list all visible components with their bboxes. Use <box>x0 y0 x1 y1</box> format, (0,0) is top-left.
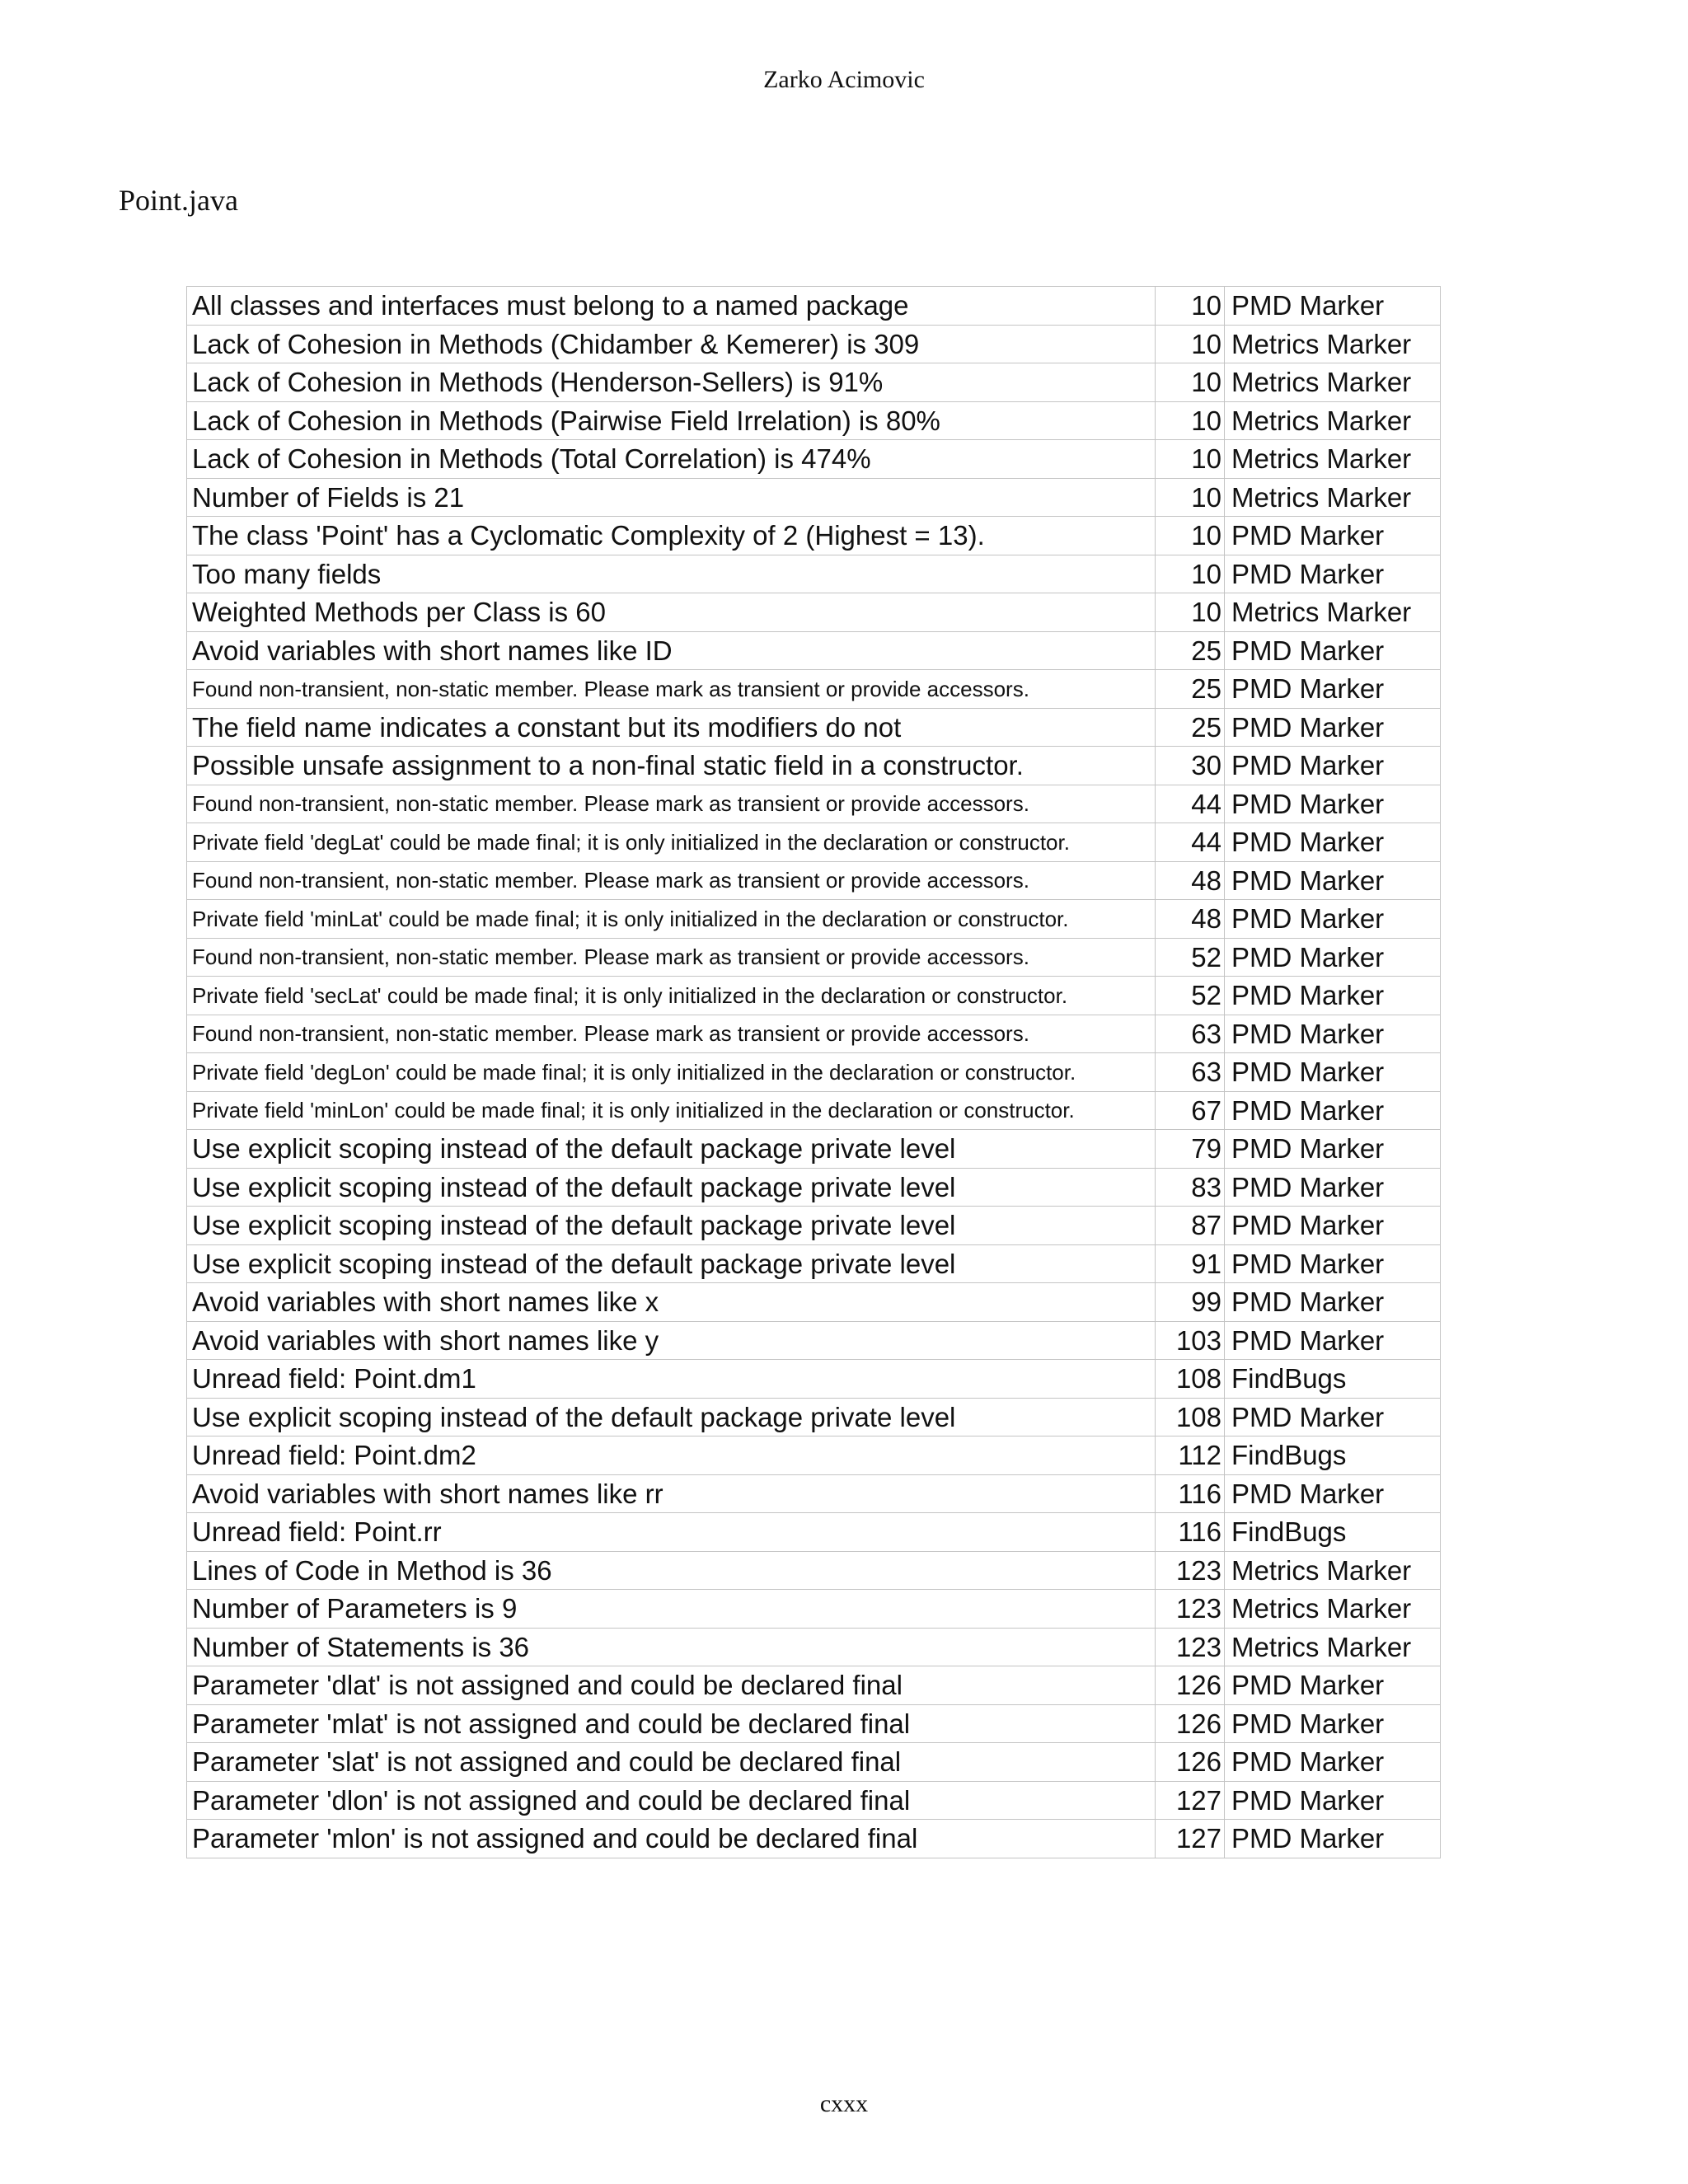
issue-source: PMD Marker <box>1225 1168 1441 1207</box>
issue-source: PMD Marker <box>1225 1244 1441 1283</box>
issue-source: PMD Marker <box>1225 1820 1441 1858</box>
issue-message: Found non-transient, non-static member. Please mark as transient or provide accessors. <box>187 670 1156 709</box>
issue-source: Metrics Marker <box>1225 401 1441 440</box>
issue-message: Lack of Cohesion in Methods (Chidamber & Kemerer) is 309 <box>187 325 1156 363</box>
issue-source: Metrics Marker <box>1225 363 1441 402</box>
table-row <box>187 287 1441 326</box>
table-row <box>187 1551 1441 1590</box>
issue-source: PMD Marker <box>1225 900 1441 939</box>
issue-line-number: 48 <box>1156 861 1225 900</box>
issue-line-number: 10 <box>1156 440 1225 479</box>
issue-source: PMD Marker <box>1225 517 1441 555</box>
issue-source: PMD Marker <box>1225 708 1441 747</box>
issue-line-number: 91 <box>1156 1244 1225 1283</box>
issue-source: PMD Marker <box>1225 1398 1441 1436</box>
issue-message: Lack of Cohesion in Methods (Henderson-Sellers) is 91% <box>187 363 1156 402</box>
issue-line-number: 25 <box>1156 631 1225 670</box>
issue-line-number: 126 <box>1156 1666 1225 1705</box>
table-row <box>187 1321 1441 1360</box>
issue-line-number: 108 <box>1156 1360 1225 1399</box>
table-row <box>187 1781 1441 1820</box>
issue-source: PMD Marker <box>1225 1743 1441 1782</box>
issue-line-number: 10 <box>1156 287 1225 326</box>
page-number: cxxx <box>819 2090 869 2117</box>
issue-line-number: 10 <box>1156 478 1225 517</box>
table-row <box>187 401 1441 440</box>
issue-message: Found non-transient, non-static member. Please mark as transient or provide accessors. <box>187 938 1156 977</box>
issue-source: PMD Marker <box>1225 977 1441 1015</box>
issue-line-number: 44 <box>1156 785 1225 823</box>
issue-line-number: 103 <box>1156 1321 1225 1360</box>
table-row <box>187 1053 1441 1092</box>
table-row <box>187 631 1441 670</box>
issue-message: Private field 'minLon' could be made final; it is only initialized in the declaration or constructor. <box>187 1091 1156 1130</box>
issue-message: Unread field: Point.dm2 <box>187 1436 1156 1475</box>
page-header-author: Zarko Acimovic <box>763 66 925 93</box>
table-row <box>187 1628 1441 1666</box>
table-row <box>187 1590 1441 1629</box>
issue-message: Found non-transient, non-static member. Please mark as transient or provide accessors. <box>187 785 1156 823</box>
table-row <box>187 1015 1441 1053</box>
issue-message: Possible unsafe assignment to a non-final static field in a constructor. <box>187 747 1156 785</box>
issue-source: PMD Marker <box>1225 1474 1441 1513</box>
issue-line-number: 127 <box>1156 1781 1225 1820</box>
issue-source: PMD Marker <box>1225 861 1441 900</box>
issue-message: Lack of Cohesion in Methods (Pairwise Field Irrelation) is 80% <box>187 401 1156 440</box>
table-row <box>187 440 1441 479</box>
issue-source: PMD Marker <box>1225 1666 1441 1705</box>
table-row <box>187 670 1441 709</box>
issue-source: PMD Marker <box>1225 1283 1441 1322</box>
issue-source: FindBugs <box>1225 1436 1441 1475</box>
table-row <box>187 1743 1441 1782</box>
issue-line-number: 127 <box>1156 1820 1225 1858</box>
table-row <box>187 1360 1441 1399</box>
issue-line-number: 108 <box>1156 1398 1225 1436</box>
table-row <box>187 823 1441 862</box>
issue-line-number: 99 <box>1156 1283 1225 1322</box>
table-row <box>187 1130 1441 1169</box>
issue-source: PMD Marker <box>1225 1015 1441 1053</box>
issue-source: PMD Marker <box>1225 1704 1441 1743</box>
issue-source: PMD Marker <box>1225 1781 1441 1820</box>
issue-message: Parameter 'slat' is not assigned and could be declared final <box>187 1743 1156 1782</box>
issues-table <box>186 286 1441 1858</box>
issue-message: Private field 'secLat' could be made final; it is only initialized in the declaration or constructor. <box>187 977 1156 1015</box>
issue-message: The class 'Point' has a Cyclomatic Complexity of 2 (Highest = 13). <box>187 517 1156 555</box>
issue-source: Metrics Marker <box>1225 1590 1441 1629</box>
issue-message: The field name indicates a constant but its modifiers do not <box>187 708 1156 747</box>
issues-table-body <box>187 287 1441 1858</box>
issue-line-number: 10 <box>1156 593 1225 632</box>
issue-line-number: 63 <box>1156 1053 1225 1092</box>
issue-line-number: 30 <box>1156 747 1225 785</box>
issue-message: Number of Statements is 36 <box>187 1628 1156 1666</box>
issue-line-number: 116 <box>1156 1513 1225 1552</box>
issue-source: PMD Marker <box>1225 631 1441 670</box>
table-row <box>187 555 1441 593</box>
issue-message: Use explicit scoping instead of the default package private level <box>187 1168 1156 1207</box>
table-row <box>187 1207 1441 1245</box>
issue-source: Metrics Marker <box>1225 1628 1441 1666</box>
issue-line-number: 10 <box>1156 517 1225 555</box>
issue-line-number: 48 <box>1156 900 1225 939</box>
table-row <box>187 708 1441 747</box>
issue-message: All classes and interfaces must belong to a named package <box>187 287 1156 326</box>
issue-message: Too many fields <box>187 555 1156 593</box>
issue-line-number: 63 <box>1156 1015 1225 1053</box>
issue-message: Avoid variables with short names like rr <box>187 1474 1156 1513</box>
issue-message: Lack of Cohesion in Methods (Total Correlation) is 474% <box>187 440 1156 479</box>
issue-message: Weighted Methods per Class is 60 <box>187 593 1156 632</box>
issue-line-number: 10 <box>1156 363 1225 402</box>
issue-source: PMD Marker <box>1225 823 1441 862</box>
issue-message: Avoid variables with short names like ID <box>187 631 1156 670</box>
issue-line-number: 112 <box>1156 1436 1225 1475</box>
issue-source: Metrics Marker <box>1225 593 1441 632</box>
issue-message: Parameter 'mlat' is not assigned and could be declared final <box>187 1704 1156 1743</box>
issue-message: Private field 'degLon' could be made final; it is only initialized in the declaration or constructor. <box>187 1053 1156 1092</box>
issue-line-number: 67 <box>1156 1091 1225 1130</box>
issue-message: Found non-transient, non-static member. Please mark as transient or provide accessors. <box>187 861 1156 900</box>
issue-message: Lines of Code in Method is 36 <box>187 1551 1156 1590</box>
issue-message: Use explicit scoping instead of the default package private level <box>187 1207 1156 1245</box>
issue-line-number: 126 <box>1156 1743 1225 1782</box>
issue-source: Metrics Marker <box>1225 440 1441 479</box>
issue-line-number: 116 <box>1156 1474 1225 1513</box>
issue-line-number: 79 <box>1156 1130 1225 1169</box>
issue-source: PMD Marker <box>1225 1091 1441 1130</box>
issue-message: Number of Parameters is 9 <box>187 1590 1156 1629</box>
issue-line-number: 126 <box>1156 1704 1225 1743</box>
issue-message: Unread field: Point.rr <box>187 1513 1156 1552</box>
issue-message: Use explicit scoping instead of the default package private level <box>187 1244 1156 1283</box>
issue-source: PMD Marker <box>1225 747 1441 785</box>
table-row <box>187 1398 1441 1436</box>
issue-line-number: 10 <box>1156 555 1225 593</box>
table-row <box>187 977 1441 1015</box>
table-row <box>187 1091 1441 1130</box>
issue-message: Parameter 'mlon' is not assigned and could be declared final <box>187 1820 1156 1858</box>
issue-source: FindBugs <box>1225 1513 1441 1552</box>
issue-source: Metrics Marker <box>1225 478 1441 517</box>
table-row <box>187 785 1441 823</box>
table-row <box>187 325 1441 363</box>
issue-message: Found non-transient, non-static member. Please mark as transient or provide accessors. <box>187 1015 1156 1053</box>
issue-message: Number of Fields is 21 <box>187 478 1156 517</box>
table-row <box>187 900 1441 939</box>
issue-source: PMD Marker <box>1225 1207 1441 1245</box>
issue-message: Avoid variables with short names like x <box>187 1283 1156 1322</box>
issue-line-number: 52 <box>1156 977 1225 1015</box>
issue-source: PMD Marker <box>1225 1053 1441 1092</box>
issue-source: PMD Marker <box>1225 670 1441 709</box>
issue-message: Unread field: Point.dm1 <box>187 1360 1156 1399</box>
table-row <box>187 1436 1441 1475</box>
issue-message: Parameter 'dlon' is not assigned and could be declared final <box>187 1781 1156 1820</box>
issue-line-number: 25 <box>1156 670 1225 709</box>
issue-source: FindBugs <box>1225 1360 1441 1399</box>
issue-source: PMD Marker <box>1225 287 1441 326</box>
issue-message: Use explicit scoping instead of the default package private level <box>187 1130 1156 1169</box>
table-row <box>187 938 1441 977</box>
issue-source: Metrics Marker <box>1225 1551 1441 1590</box>
issue-source: PMD Marker <box>1225 785 1441 823</box>
issue-line-number: 87 <box>1156 1207 1225 1245</box>
issue-source: PMD Marker <box>1225 938 1441 977</box>
table-row <box>187 1474 1441 1513</box>
file-title: Point.java <box>119 184 238 217</box>
table-row <box>187 747 1441 785</box>
table-row <box>187 1820 1441 1858</box>
issue-message: Private field 'degLat' could be made final; it is only initialized in the declaration or constructor. <box>187 823 1156 862</box>
issue-line-number: 10 <box>1156 325 1225 363</box>
issue-source: Metrics Marker <box>1225 325 1441 363</box>
issue-source: PMD Marker <box>1225 1321 1441 1360</box>
table-row <box>187 1704 1441 1743</box>
issue-message: Parameter 'dlat' is not assigned and could be declared final <box>187 1666 1156 1705</box>
table-row <box>187 478 1441 517</box>
table-row <box>187 1244 1441 1283</box>
issue-line-number: 52 <box>1156 938 1225 977</box>
issue-source: PMD Marker <box>1225 555 1441 593</box>
table-row <box>187 593 1441 632</box>
issue-message: Private field 'minLat' could be made final; it is only initialized in the declaration or constructor. <box>187 900 1156 939</box>
table-row <box>187 1666 1441 1705</box>
table-row <box>187 1513 1441 1552</box>
issue-source: PMD Marker <box>1225 1130 1441 1169</box>
issue-line-number: 123 <box>1156 1590 1225 1629</box>
issue-line-number: 44 <box>1156 823 1225 862</box>
table-row <box>187 1283 1441 1322</box>
issue-message: Use explicit scoping instead of the default package private level <box>187 1398 1156 1436</box>
issue-line-number: 83 <box>1156 1168 1225 1207</box>
table-row <box>187 517 1441 555</box>
issue-line-number: 25 <box>1156 708 1225 747</box>
table-row <box>187 1168 1441 1207</box>
table-row <box>187 363 1441 402</box>
issue-line-number: 123 <box>1156 1551 1225 1590</box>
issue-line-number: 123 <box>1156 1628 1225 1666</box>
issue-line-number: 10 <box>1156 401 1225 440</box>
table-row <box>187 861 1441 900</box>
issue-message: Avoid variables with short names like y <box>187 1321 1156 1360</box>
